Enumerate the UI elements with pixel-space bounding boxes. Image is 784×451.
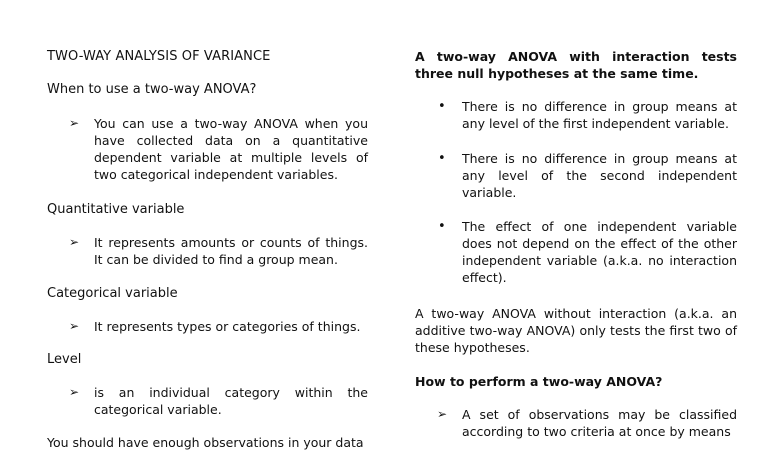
section-heading-when-to-use: When to use a two-way ANOVA?: [47, 82, 257, 97]
list-item: [415, 218, 737, 286]
list-item-text: It represents types or categories of things.: [94, 319, 361, 334]
arrow-marker-icon: ➢: [437, 407, 448, 421]
list-item-text: There is no difference in group means at any level of the second independent variable.: [462, 151, 737, 200]
arrow-marker-icon: ➢: [69, 319, 80, 333]
section-heading-quantitative: Quantitative variable: [47, 202, 185, 217]
list-item-text: A set of observations may be classified according to two criteria at once by means: [462, 407, 737, 439]
document-title: TWO-WAY ANALYSIS OF VARIANCE: [47, 49, 271, 64]
list-item: [415, 406, 737, 440]
partial-paragraph: You should have enough observations in your data: [47, 435, 364, 450]
list-item-text: You can use a two-way ANOVA when you have collected data on a quantitative dependent variable at multiple levels of two categorical independent variables.: [94, 116, 368, 182]
list-item: [47, 234, 368, 268]
section-heading-categorical: Categorical variable: [47, 286, 178, 301]
hypotheses-heading: A two-way ANOVA with interaction tests three null hypotheses at the same time.: [415, 49, 737, 81]
list-item: [47, 384, 368, 418]
list-item-text: is an individual category within the categorical variable.: [94, 385, 368, 417]
additive-anova-paragraph: A two-way ANOVA without interaction (a.k.a. an additive two-way ANOVA) only tests the first two of these hypotheses.: [415, 306, 737, 355]
bullet-icon: •: [438, 151, 446, 166]
how-to-heading: How to perform a two-way ANOVA?: [415, 374, 663, 389]
list-item: [415, 98, 737, 132]
bullet-icon: •: [438, 219, 446, 234]
list-item: [415, 150, 737, 201]
arrow-marker-icon: ➢: [69, 116, 80, 130]
list-item: [47, 115, 368, 183]
list-item-text: There is no difference in group means at any level of the first independent variable.: [462, 99, 737, 131]
list-item-text: It represents amounts or counts of things. It can be divided to find a group mean.: [94, 235, 368, 267]
list-item-text: The effect of one independent variable does not depend on the effect of the other independent variable (a.k.a. no interaction effect).: [462, 219, 737, 285]
arrow-marker-icon: ➢: [69, 385, 80, 399]
section-heading-level: Level: [47, 352, 82, 367]
list-item: [47, 318, 368, 335]
arrow-marker-icon: ➢: [69, 235, 80, 249]
bullet-icon: •: [438, 99, 446, 114]
